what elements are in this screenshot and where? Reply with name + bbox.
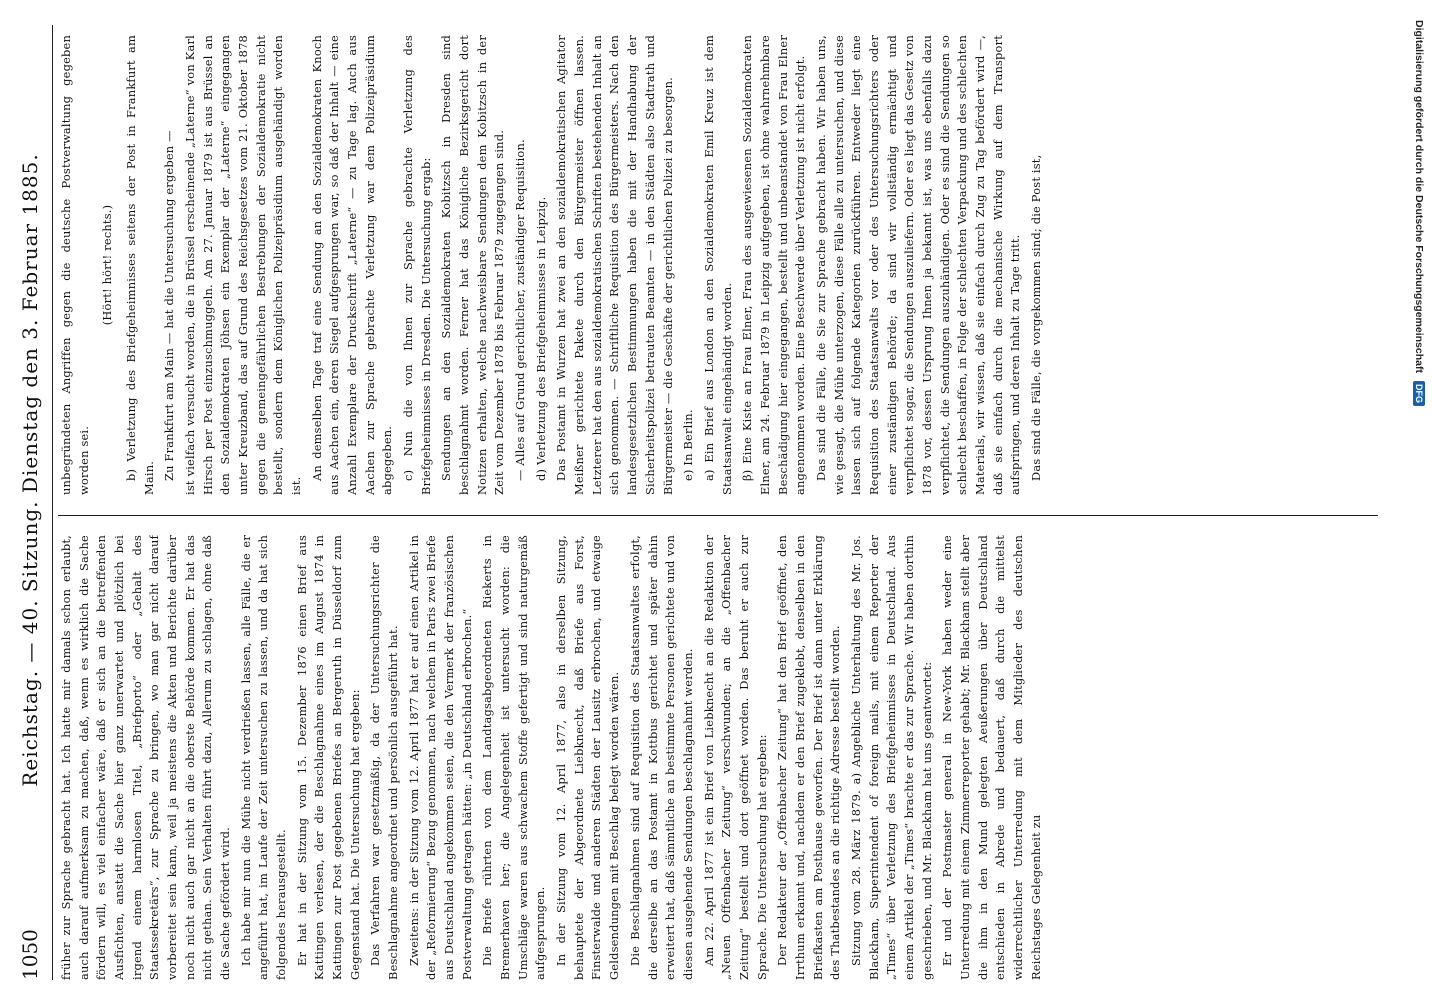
- dfg-logo: DFG: [1413, 381, 1425, 406]
- paragraph: Das Verfahren war gesetzmäßig, da der Untersuchungsrichter die Beschlagnahme angeordnet und persönlich ausgeführt hat.: [368, 535, 401, 980]
- interjection: (Hört! hört! rechts.): [100, 204, 115, 326]
- right-text-column: [58, 35, 1388, 495]
- paragraph: Er und der Postmaster general in New-York haben weder eine Unterredung mit einem Zimmerreporter gehabt; Mr. Blackham stellt aber die ihm in den Mund gelegten Aeußerungen über Deutschland entschieden in Abrede und bedauert, daß durch die mittelst widerrechtlicher Unterredung mit dem Mitglieder des deutschen Reichstages Gelegenheit zu: [940, 535, 1043, 980]
- page-number: 1050: [18, 929, 42, 980]
- running-title: Reichstag. — 40. Sitzung. Dienstag den 3. Februar 1885.: [18, 153, 42, 787]
- paragraph: Das sind die Fälle, die vorgekommen sind; die Post ist,: [1028, 154, 1043, 481]
- paragraph: In der Sitzung vom 12. April 1877, also in derselben Sitzung, behauptete der Abgeordnete Liebknecht, daß Briefe aus Forst, Finsterwalde und anderen Städten der Lausitz erbrochen, und etwaige Geldsendungen mit Beschlag belegt worden wären.: [554, 535, 622, 980]
- paragraph: Die Briefe rührten von dem Landtagsabgeordneten Riekerts in Bremerhaven her; die Angelegenheit ist untersucht worden: die Umschläge waren aus schwachem Stoffe gefertigt und sind naturgemäß aufgesprungen.: [480, 535, 548, 980]
- section-heading: b) Verletzung des Briefgeheimnisses seitens der Post in Frankfurt am Main.: [124, 35, 156, 495]
- header-divider: [52, 25, 53, 980]
- paragraph: früher zur Sprache gebracht hat. Ich hatte mir damals schon erlaubt, auch darauf aufmerksam zu machen, daß, wenn es wirklich die Sache fördern will, es viel einfacher wäre, daß er sich an die betreffenden Ausfichten, anstatt die Sache hier ganz unerwartet und plötzlich bei irgend einem harmlosen Titel, „Briefporto“ oder „Gehalt des Staatssekretärs“, zur Sprache zu bringen, wo man gar nicht darauf vorbereitet sein kann, weil ja meistens die Akten und Berichte darüber noch nicht auch gar nicht an die oberste Behörde kommen. Er hat das nicht gethan. Sein Verhalten führt dazu, Allerum zu schlagen, ohne daß die Sache gefördert wird.: [59, 535, 233, 980]
- paragraph: Sitzung vom 28. März 1879. a) Angebliche Unterhaltung des Mr. Jos. Blackham, Superintendent of foreign mails, mit einem Reporter der „Times“ über Verletzung des Briefgeheimnisses in Deutschland. Aus einem Artikel der „Times“ brachte er das zur Sprache. Wir haben dorthin geschrieben, und Mr. Blackham hat uns geantwortet:: [848, 535, 934, 980]
- paragraph: unbegründeten Angriffen gegen die deutsche Postverwaltung gegeben worden sei.: [59, 35, 91, 495]
- left-text-column: [58, 535, 1388, 980]
- paragraph: Am 22. April 1877 ist ein Brief von Liebknecht an die Redaktion der „Neuen Offenbacher Zeitung“ verschwunden; an die „Offenbacher Zeitung“ bestellt und dort geöffnet worden. Das beruht er auch zur Sprache. Die Untersuchung hat ergeben:: [701, 535, 769, 980]
- paragraph: ist vielfach versucht worden, die in Brüssel erscheinende „Laterne“ von Karl Hirsch per Post einzuschmuggeln. Am 27. Januar 1879 ist aus Brüssel an den Sozialdemokraten Jöhsen ein Exemplar der „Laterne“ eingegangen unter Kreuzband, das auf Grund des Reichsgesetzes vom 21. Oktober 1878 gegen die gemeingefährlichen Bestrebungen der Sozialdemokratie nicht bestellt, sondern dem Königlichen Polizeipräsidium ausgehändigt worden ist.: [183, 35, 304, 495]
- page-header: [8, 20, 52, 980]
- paragraph: Das Postamt in Wurzen hat zwei an den sozialdemokratischen Agitator Meißner gerichtete Pakete durch den Bürgermeister öffnen lassen. Letzterer hat den aus sozialdemokratischen Schriften bestehenden Inhalt an sich genommen. — Schriftliche Requisition des Bürgermeisters. Nach den landesgesetzlichen Bestimmungen haben die mit der Handhabung der Sicherheitspolizei betrauten Beamten — in den Städten also Stadtrath und Bürgermeister — die Geschäfte der gerichtlichen Polizei zu besorgen.: [554, 35, 675, 495]
- paragraph: Die Beschlagnahmen sind auf Requisition des Staatsanwaltes erfolgt, die derselbe an das Postamt in Kottbus gerichtet und später dahin erweitert hat, daß sämmtliche an bestimmte Personen gerichtete und von diesen ausgehende Sendungen beschlagnahmt werden.: [627, 535, 695, 980]
- paragraph: Das sind die Fälle, die Sie zur Sprache gebracht haben. Wir haben uns, wie gesagt, die Mühe unterzogen, diese Fälle alle zu untersuchen, und diese lassen sich auf folgende Kategorien zurückführen. Entweder liegt eine Requisition des Staatsanwalts vor oder des Untersuchungsrichters oder einer zuständigen Behörde; da sind wir vollständig ermächtigt und verpflichtet sogar, die Sendungen auszuliefern. Oder es liegt das Gesetz von 1878 vor, dessen Ursprung Ihnen ja bekannt ist, was uns ebenfalls dazu verpflichtet, die Sendungen auszuhändigen. Oder es sind die Sendungen so schlecht beschaffen, in Folge der schlechten Verpackung und des schlechten Materials, wir wissen, daß sie einfach durch Zug zu Tag befördert wird —, daß sie einfach durch die mechanische Wirkung auf dem Transport aufspringen, und deren Inhalt zu Tage tritt.: [813, 35, 1023, 495]
- paragraph: a) Ein Brief aus London an den Sozialdemokraten Emil Kreuz ist dem Staatsanwalt eingehändigt worden.: [701, 35, 734, 495]
- paragraph: Zweitens: in der Sitzung vom 12. April 1877 hat er auf einen Artikel in der „Reformierung“ Bezug genommen, nach welchem in Paris zwei Briefe aus Deutschland angekommen seien, die den Vermerk der französischen Postverwaltung getragen hätten: „in Deutschland erbrochen.“: [406, 535, 474, 980]
- paragraph: Sendungen an den Sozialdemokraten Kobitzsch in Dresden sind beschlagnahmt worden. Ferner hat das Königliche Bezirksgericht dort Notizen erhalten, welche nachweisbare Sendungen dem Kobitzsch in der Zeit vom Dezember 1878 bis Februar 1879 zugegangen sind.: [439, 35, 507, 495]
- section-heading: e) In Berlin.: [681, 409, 696, 481]
- paragraph: β) Eine Kiste an Frau Elner, Frau des ausgewiesenen Sozialdemokraten Elner, am 24. Februar 1879 in Leipzig aufgegeben, ist ohne wahrnehmbare Beschädigung hier eingegangen, bestellt und unbeanstandet von Frau Elner angenommen worden. Eine Beschwerde über Verletzung ist nicht erfolgt.: [740, 35, 808, 495]
- paragraph: Zu Frankfurt am Main — hat die Untersuchung ergeben —: [162, 130, 177, 481]
- digitization-credit: [1406, 0, 1432, 1000]
- paragraph: Er hat in der Sitzung vom 15. Dezember 1876 einen Brief aus Kattingen verlesen, der die Beschlagnahme eines im August 1874 in Kattingen zur Post gegebenen Briefes an Bergeruth in Düsseldorf zum Gegenstand hat. Die Untersuchung hat ergeben:: [294, 535, 362, 980]
- credit-text-vertical: [1406, 0, 1432, 1000]
- column-divider: [58, 515, 1378, 516]
- paragraph: — Alles auf Grund gerichtlicher, zuständiger Requisition.: [513, 139, 528, 481]
- paragraph: Der Redakteur der „Offenbacher Zeitung“ hat den Brief geöffnet, den Irrthum erkannt und, nachdem er den Brief zugeklebt, denselben in den Briefkasten am Posthause geworfen. Der Brief ist dann unter Erklärung des Thatbestandes an die richtige Adresse bestellt worden.: [775, 535, 843, 980]
- section-heading: d) Verletzung des Briefgeheimnisses in Leipzig.: [533, 196, 548, 481]
- section-heading: c) Nun die von Ihnen zur Sprache gebrachte Verletzung des Briefgeheimnisses in Dresden. Die Untersuchung ergab:: [401, 35, 433, 495]
- paragraph: An demselben Tage traf eine Sendung an den Sozialdemokraten Knoch aus Aachen ein, deren Siegel aufgesprungen war, so daß der Inhalt — eine Anzahl Exemplare der Druckschrift „Laterne“ — zu Tage lag. Auch aus Aachen zur Sprache gebrachte Verletzung war dem Polizeipräsidium abgegeben.: [309, 35, 395, 495]
- paragraph: Ich habe mir nun die Mühe nicht verdrießen lassen, alle Fälle, die er angeführt hat, im Laufe der Zeit untersuchen zu lassen, und da hat sich folgendes herausgestellt.: [238, 535, 289, 980]
- credit-label: Digitalisierung gefördert durch die Deutsche Forschungsgemeinschaft: [1413, 20, 1425, 373]
